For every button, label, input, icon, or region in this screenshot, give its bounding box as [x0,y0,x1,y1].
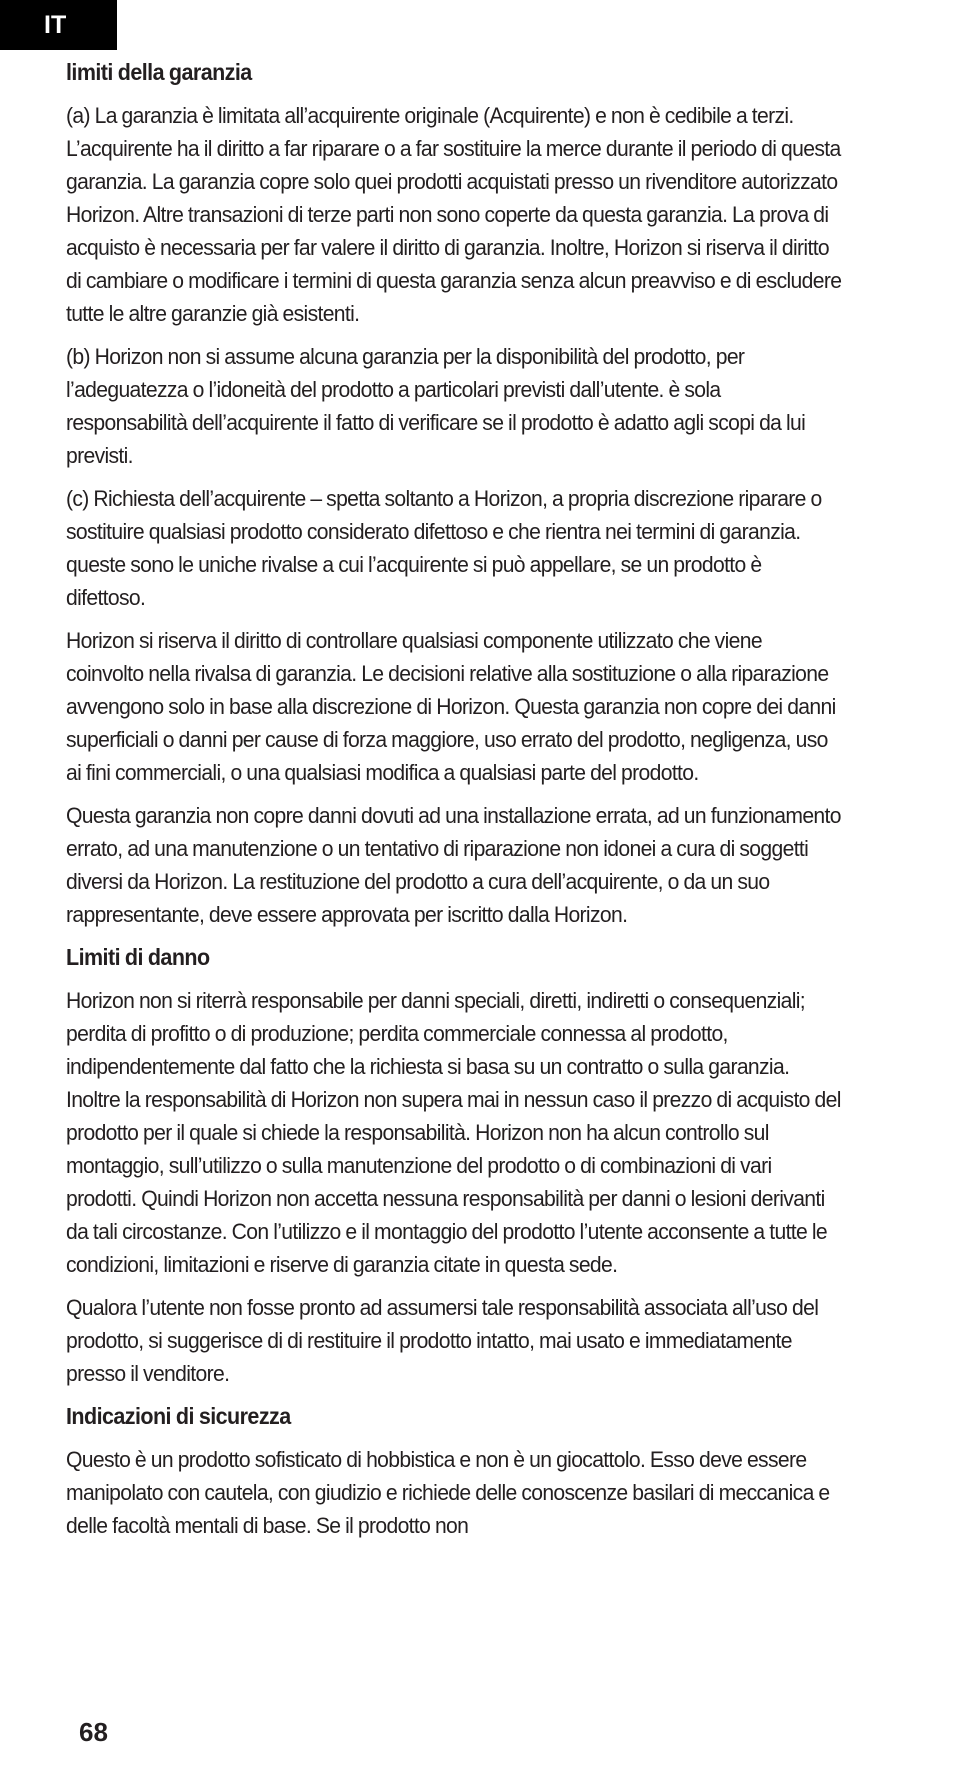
section-warranty-limits [66,56,842,931]
paragraph: Horizon non si riterrà responsabile per danni speciali, diretti, indiretti o consequenziali; perdita di profitto o di produzione; perdita commerciale connessa al prodotto, indipendentemente dal fatto che la richiesta si basa su un contratto o sulla garanzia. Inoltre la responsabilità di Horizon non supera mai in nessun caso il prezzo di acquisto del prodotto per il quale si chiede la responsabilità. Horizon non ha alcun controllo sul montaggio, sull’utilizzo o sulla manutenzione del prodotto o di combinazioni di vari prodotti. Quindi Horizon non accetta nessuna responsabilità per danni o lesioni derivanti da tali circostanze. Con l’utilizzo e il montaggio del prodotto l’utente acconsente a tutte le condizioni, limitazioni e riserve di garanzia citate in questa sede. [66,988,841,1277]
paragraph: Qualora l’utente non fosse pronto ad assumersi tale responsabilità associata all’uso del prodotto, si suggerisce di di restituire il prodotto intatto, mai usato e immediatamente presso il venditore. [66,1295,819,1386]
section-heading: Limiti di danno [66,944,210,970]
section-safety-indications [66,1400,842,1542]
document-body [66,56,842,1552]
language-tab: IT [0,0,117,50]
paragraph: Questa garanzia non copre danni dovuti ad una installazione errata, ad un funzionamento errato, ad una manutenzione o un tentativo di riparazione non idonei a cura di soggetti diversi da Horizon. La restituzione del prodotto a cura dell’acquirente, o da un suo rappresentante, deve essere approvata per iscritto dalla Horizon. [66,803,841,927]
section-heading: limiti della garanzia [66,59,252,85]
section-heading: Indicazioni di sicurezza [66,1403,291,1429]
section-damage-limits [66,941,842,1390]
paragraph: (a) La garanzia è limitata all’acquirente originale (Acquirente) e non è cedibile a terzi. L’acquirente ha il diritto a far riparare o a far sostituire la merce durante il periodo di questa garanzia. La garanzia copre solo quei prodotti acquistati presso un rivenditore autorizzato Horizon. Altre transazioni di terze parti non sono coperte da questa garanzia. La prova di acquisto è necessaria per far valere il diritto di garanzia. Inoltre, Horizon si riserva il diritto di cambiare o modificare i termini di questa garanzia senza alcun preavviso e di escludere tutte le altre garanzie già esistenti. [66,103,842,326]
paragraph: (c) Richiesta dell’acquirente – spetta soltanto a Horizon, a propria discrezione riparare o sostituire qualsiasi prodotto considerato difettoso e che rientra nei termini di garanzia. queste sono le uniche rivalse a cui l’acquirente si può appellare, se un prodotto è difettoso. [66,486,822,610]
paragraph: Horizon si riserva il diritto di controllare qualsiasi componente utilizzato che viene coinvolto nella rivalsa di garanzia. Le decisioni relative alla sostituzione o alla riparazione avvengono solo in base alla discrezione di Horizon. Questa garanzia non copre dei danni superficiali o danni per cause di forza maggiore, uso errato del prodotto, negligenza, uso ai fini commerciali, o una qualsiasi modifica a qualsiasi parte del prodotto. [66,628,836,785]
page-number: 68 [79,1717,108,1747]
paragraph: Questo è un prodotto sofisticato di hobbistica e non è un giocattolo. Esso deve essere manipolato con cautela, con giudizio e richiede delle conoscenze basilari di meccanica e delle facoltà mentali di base. Se il prodotto non [66,1447,830,1538]
paragraph: (b) Horizon non si assume alcuna garanzia per la disponibilità del prodotto, per l’adeguatezza o l’idoneità del prodotto a particolari previsti dall’utente. è sola responsabilità dell’acquirente il fatto di verificare se il prodotto è adatto agli scopi da lui previsti. [66,344,806,468]
